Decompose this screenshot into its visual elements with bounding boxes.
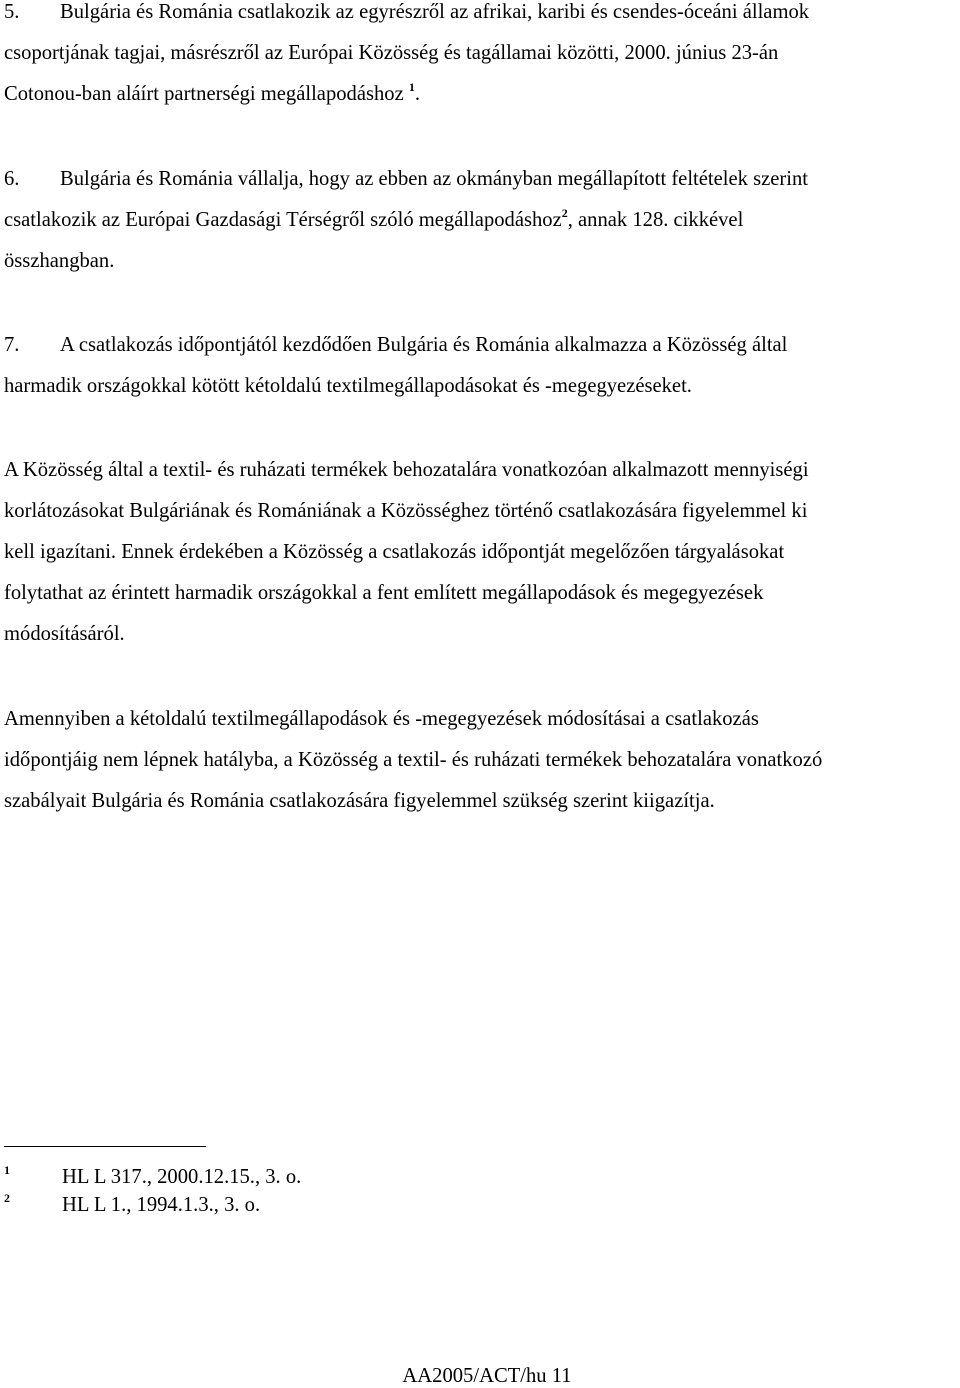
footnote-mark: 1 [4, 1163, 10, 1177]
paragraph-text: Cotonou-ban aláírt partnerségi megállapodáshoz [4, 83, 404, 105]
paragraph-number: 6. [4, 168, 20, 190]
paragraph-7 [4, 325, 960, 407]
footnote-2 [4, 1191, 260, 1221]
paragraph-text: . [414, 83, 421, 105]
paragraph-8-line-3: kell igazítani. Ennek érdekében a Közösség a csatlakozás időpontját megelőzően tárgyalásokat [4, 541, 785, 563]
paragraph-text: Bulgária és Románia csatlakozik az egyrészről az afrikai, karibi és csendes-óceáni államok [60, 1, 810, 23]
footnote-text: HL L 1., 1994.1.3., 3. o. [62, 1194, 261, 1216]
footnote-text: HL L 317., 2000.12.15., 3. o. [62, 1166, 302, 1188]
paragraph-5 [4, 0, 960, 115]
footnote-mark: 2 [4, 1191, 10, 1205]
footnote-reference-1[interactable]: 1 [408, 80, 415, 94]
paragraph-text: csatlakozik az Európai Gazdasági Térségről szóló megállapodáshoz [4, 209, 562, 231]
paragraph-text: A csatlakozás időpontjától kezdődően Bulgária és Románia alkalmazza a Közösség által [60, 334, 788, 356]
paragraph-9 [4, 699, 960, 822]
paragraph-8-line-5: módosításáról. [4, 623, 125, 645]
paragraph-text: , annak 128. cikkével [567, 209, 744, 231]
paragraph-6 [4, 159, 960, 282]
paragraph-text: Bulgária és Románia vállalja, hogy az ebben az okmányban megállapított feltételek szerint [60, 168, 808, 190]
paragraph-8 [4, 450, 960, 655]
paragraph-9-line-3: szabályait Bulgária és Románia csatlakozására figyelemmel szükség szerint kiigazítja. [4, 790, 715, 812]
paragraph-number: 7. [4, 334, 20, 356]
paragraph-7-line-1 [4, 325, 960, 366]
paragraph-9-line-1: Amennyiben a kétoldalú textilmegállapodások és -megegyezések módosításai a csatlakozás [4, 708, 759, 730]
paragraph-5-line-2: csoportjának tagjai, másrészről az Európai Közösség és tagállamai közötti, 2000. június 23-án [4, 42, 779, 64]
paragraph-6-line-1 [4, 159, 960, 200]
page-footer-reference: AA2005/ACT/hu 11 [402, 1365, 572, 1387]
paragraph-9-line-2: időpontjáig nem lépnek hatályba, a Közösség a textil- és ruházati termékek behozatalára vonatkozó [4, 749, 823, 771]
paragraph-number: 5. [4, 1, 20, 23]
paragraph-6-line-3: összhangban. [4, 250, 115, 272]
paragraph-5-line-3 [4, 74, 960, 115]
footnote-separator [4, 1146, 206, 1147]
paragraph-5-line-1 [4, 0, 960, 33]
footnote-reference-2[interactable]: 2 [561, 206, 568, 220]
paragraph-6-line-2 [4, 200, 960, 241]
paragraph-8-line-4: folytathat az érintett harmadik országokkal a fent említett megállapodások és megegyezések [4, 582, 764, 604]
paragraph-7-line-2: harmadik országokkal kötött kétoldalú textilmegállapodásokat és -megegyezéseket. [4, 375, 692, 397]
paragraph-8-line-2: korlátozásokat Bulgáriának és Romániának a Közösséghez történő csatlakozására figyelemmel ki [4, 500, 808, 522]
paragraph-8-line-1: A Közösség által a textil- és ruházati termékek behozatalára vonatkozóan alkalmazott mennyiségi [4, 459, 809, 481]
